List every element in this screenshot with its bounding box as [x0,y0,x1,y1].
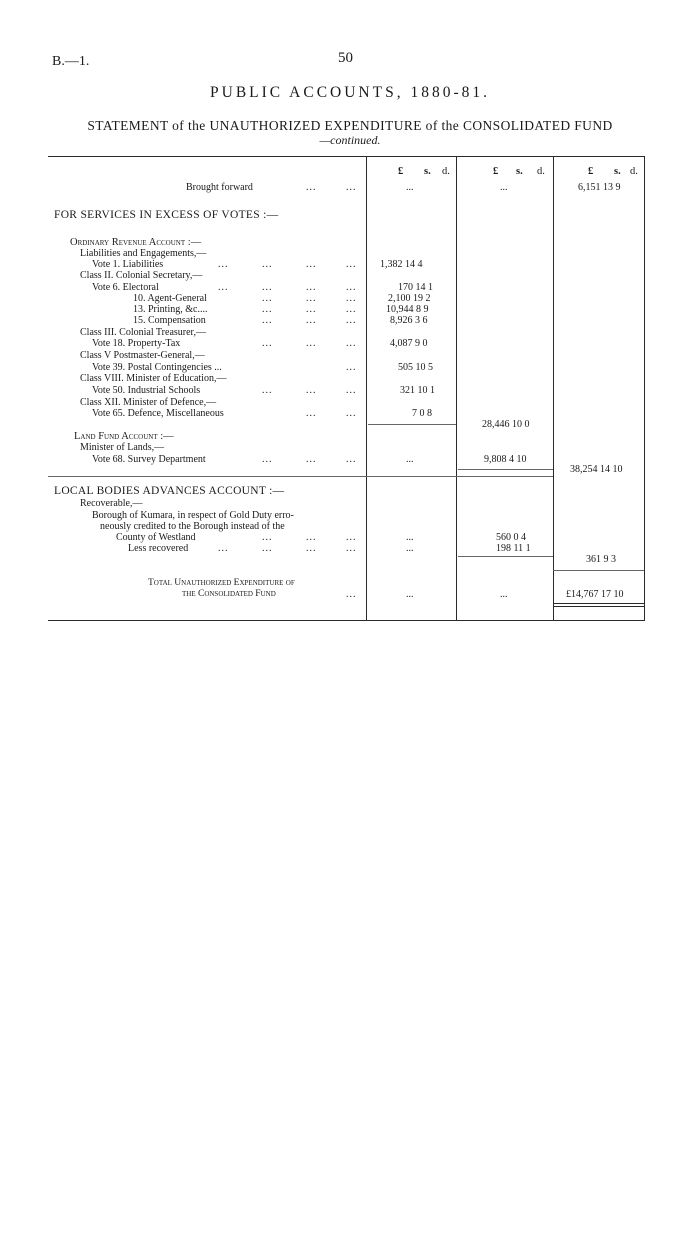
vote-50-amount: 321 10 1 [400,385,435,396]
leader-dots: ... [346,282,357,293]
leader-dots: ... [306,543,317,554]
vote-39-amount: 505 10 5 [398,362,433,373]
class-12-heading: Class XII. Minister of Defence,— [80,397,217,408]
less-recovered-col1: ... [406,543,414,554]
column-rule-2 [456,156,457,621]
brought-forward-col1: ... [406,182,414,193]
leader-dots: ... [306,408,317,419]
leader-dots: ... [306,532,317,543]
vote-10-amount: 2,100 19 2 [388,293,431,304]
leader-dots: ... [346,338,357,349]
total-double-rule-1 [553,603,644,604]
leader-dots: ... [346,315,357,326]
page-number: 50 [338,50,353,66]
ordinary-revenue-heading: Ordinary Revenue Account :— [70,237,202,248]
vote-10-label: 10. Agent-General [133,293,207,304]
local-bodies-heading: LOCAL BODIES ADVANCES ACCOUNT :— [54,485,285,497]
grand-total-col1: ... [406,589,414,600]
leader-dots: ... [306,304,317,315]
vote-65-amount: 7 0 8 [412,408,432,419]
vote-39-label: Vote 39. Postal Contingencies ... [92,362,222,373]
leader-dots: ... [306,338,317,349]
vote-68-label: Vote 68. Survey Department [92,454,206,465]
leader-dots: ... [306,454,317,465]
vote-6-label: Vote 6. Electoral [92,282,159,293]
leader-dots: ... [306,315,317,326]
kumara-desc-line2: neously credited to the Borough instead of the [100,521,285,532]
brought-forward-col3: 6,151 13 9 [578,182,621,193]
less-recovered-amount: 198 11 1 [496,543,531,554]
leader-dots: ... [218,259,229,270]
leader-dots: ... [262,304,273,315]
vote-1-amount: 1,382 14 4 [380,259,423,270]
total-rule-top [553,570,644,571]
class-2-heading: Class II. Colonial Secretary,— [80,270,203,281]
leader-dots: ... [346,293,357,304]
leader-dots: ... [262,385,273,396]
class-5-heading: Class V Postmaster-General,— [80,350,205,361]
recoverable-label: Recoverable,— [80,498,143,509]
kumara-amount: 560 0 4 [496,532,526,543]
subtotal-rule-col1 [368,424,456,425]
grand-total-label-line1: Total Unauthorized Expenditure of [148,578,295,588]
col2-shillings-header: s. [516,166,523,177]
total-double-rule-2 [553,606,644,607]
kumara-desc-line3: County of Westland [116,532,196,543]
col3-pence-header: d. [630,166,638,177]
col3-shillings-header: s. [614,166,621,177]
vote-15-label: 15. Compensation [133,315,206,326]
col1-shillings-header: s. [424,166,431,177]
vote-50-label: Vote 50. Industrial Schools [92,385,201,396]
leader-dots: ... [218,282,229,293]
brought-forward-col2: ... [500,182,508,193]
page-title: PUBLIC ACCOUNTS, 1880-81. [210,84,490,101]
table-bottom-rule [48,620,644,621]
vote-18-label: Vote 18. Property-Tax [92,338,181,349]
leader-dots: ... [262,543,273,554]
leader-dots: ... [262,315,273,326]
leader-dots: ... [346,454,357,465]
grand-total-amount: £14,767 17 10 [566,589,624,600]
leader-dots: ... [262,293,273,304]
vote-68-amount: 9,808 4 10 [484,454,527,465]
col3-pounds-header: £ [588,166,594,177]
leader-dots: ... [262,338,273,349]
brought-forward-label: Brought forward [186,182,253,193]
leader-dots: ... [262,454,273,465]
kumara-col1: ... [406,532,414,543]
leader-dots: ... [218,543,229,554]
local-bodies-net: 361 9 3 [586,554,616,565]
leader-dots: ... [346,543,357,554]
vote-15-amount: 8,926 3 6 [390,315,428,326]
col2-pence-header: d. [537,166,545,177]
col2-pounds-header: £ [493,166,499,177]
kumara-desc-line1: Borough of Kumara, in respect of Gold Duty erro- [92,510,294,521]
class-3-heading: Class III. Colonial Treasurer,— [80,327,206,338]
col1-pounds-header: £ [398,166,404,177]
leader-dots: ... [346,589,357,600]
leader-dots: ... [306,259,317,270]
leader-dots: ... [346,385,357,396]
leader-dots: ... [262,259,273,270]
land-fund-heading: Land Fund Account :— [74,431,174,442]
leader-dots: ... [346,408,357,419]
table-top-rule [48,156,644,157]
page-reference: B.—1. [52,54,90,69]
col1-pence-header: d. [442,166,450,177]
subtotal-rule-col2 [458,469,553,470]
class-8-heading: Class VIII. Minister of Education,— [80,373,227,384]
vote-6-amount: 170 14 1 [398,282,433,293]
leader-dots: ... [346,182,357,193]
leader-dots: ... [262,532,273,543]
vote-13-label: 13. Printing, &c.... [133,304,208,315]
less-recovered-label: Less recovered [128,543,189,554]
leader-dots: ... [346,532,357,543]
vote-13-amount: 10,944 8 9 [386,304,429,315]
leader-dots: ... [262,282,273,293]
leader-dots: ... [346,259,357,270]
column-rule-4 [644,156,645,621]
vote-68-col1: ... [406,454,414,465]
continued-note: —continued. [319,133,381,147]
column-rule-1 [366,156,367,621]
statement-title: STATEMENT of the UNAUTHORIZED EXPENDITURE of the CONSOLIDATED FUND [87,118,613,133]
minister-of-lands: Minister of Lands,— [80,442,165,453]
subtotal-rule-col2b [458,556,553,557]
vote-65-label: Vote 65. Defence, Miscellaneous [92,408,224,419]
ordinary-revenue-subtotal: 28,446 10 0 [482,419,530,430]
leader-dots: ... [306,182,317,193]
leader-dots: ... [306,282,317,293]
leader-dots: ... [306,293,317,304]
land-fund-total: 38,254 14 10 [570,464,623,475]
vote-1-label: Vote 1. Liabilities [92,259,164,270]
excess-votes-heading: FOR SERVICES IN EXCESS OF VOTES :— [54,209,279,221]
vote-18-amount: 4,087 9 0 [390,338,428,349]
section-divider [48,476,553,477]
column-rule-3 [553,156,554,621]
leader-dots: ... [346,304,357,315]
grand-total-col2: ... [500,589,508,600]
leader-dots: ... [306,385,317,396]
liabilities-group: Liabilities and Engagements,— [80,248,207,259]
leader-dots: ... [346,362,357,373]
grand-total-label-line2: the Consolidated Fund [182,589,276,599]
